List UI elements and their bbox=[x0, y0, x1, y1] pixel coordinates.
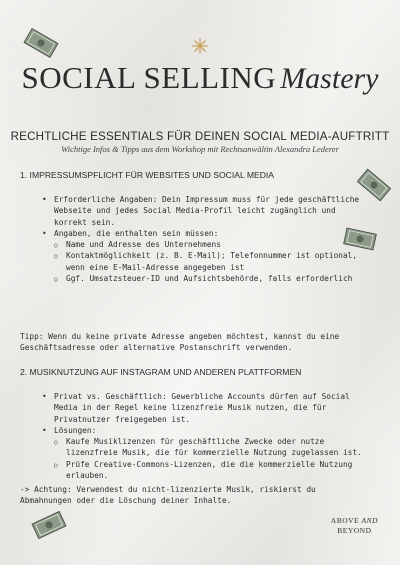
page-title bbox=[0, 60, 400, 96]
tip-text: Tipp: Wenn du keine private Adresse angeben möchtest, kannst du eine Geschäftsadresse oder alternative Postanschrift verwenden. bbox=[20, 332, 340, 353]
list-item-label: Lösungen: bbox=[54, 425, 97, 435]
title-script: Mastery bbox=[280, 62, 379, 95]
sub-list bbox=[54, 239, 372, 284]
list-item bbox=[42, 425, 372, 481]
money-bill-icon bbox=[28, 508, 70, 542]
list-item-label: Angaben, die enthalten sein müssen: bbox=[54, 228, 219, 238]
warning-text: -> Achtung: Verwendest du nicht-lizenzierte Musik, riskierst du Abmahnungen oder die Löschung deiner Inhalte. bbox=[20, 485, 316, 506]
section1-list bbox=[42, 194, 372, 284]
star-icon bbox=[192, 38, 208, 54]
sub-list-item: ○ Kontaktmöglichkeit (z. B. E-Mail); Telefonnummer ist optional, wenn eine E-Mail-Adresse angegeben ist bbox=[54, 250, 372, 273]
sub-list-item: ○ Kaufe Musiklizenzen für geschäftliche Zwecke oder nutze lizenzfreie Musik, die für kommerzielle Nutzung zugelassen ist. bbox=[54, 436, 372, 459]
section2-list bbox=[42, 391, 372, 481]
logo-word: AND bbox=[361, 516, 378, 525]
sub-list bbox=[54, 436, 372, 481]
byline: Wichtige Infos & Tipps aus dem Workshop mit Rechtsanwältin Alexandra Lederer bbox=[61, 144, 339, 154]
money-bill-icon bbox=[22, 28, 60, 58]
list-item bbox=[42, 228, 372, 284]
title-main: SOCIAL SELLING bbox=[21, 60, 277, 95]
list-item: • Privat vs. Geschäftlich: Gewerbliche Accounts dürfen auf Social Media in der Regel keine lizenzfreie Musik nutzen, die für Privatnutzer freigegeben ist. bbox=[42, 391, 372, 425]
sub-list-item: ○ Prüfe Creative-Commons-Lizenzen, die die kommerzielle Nutzung erlauben. bbox=[54, 459, 372, 482]
list-item: • Erforderliche Angaben: Dein Impressum muss für jede geschäftliche Webseite und jedes Social Media-Profil leicht zugänglich und korrekt sein. bbox=[42, 194, 372, 228]
sub-list-item: ○ Ggf. Umsatzsteuer-ID und Aufsichtsbehörde, falls erforderlich bbox=[54, 273, 372, 284]
brand-logo bbox=[331, 516, 378, 536]
logo-word: BEYOND bbox=[337, 526, 372, 535]
section2-heading: 2. MUSIKNUTZUNG AUF INSTAGRAM UND ANDEREN PLATTFORMEN bbox=[20, 367, 302, 377]
sub-list-item: ○ Name und Adresse des Unternehmens bbox=[54, 239, 372, 250]
logo-word: ABOVE bbox=[330, 516, 360, 525]
section1-heading: 1. IMPRESSUMSPFLICHT FÜR WEBSITES UND SOCIAL MEDIA bbox=[20, 170, 275, 180]
subtitle: RECHTLICHE ESSENTIALS FÜR DEINEN SOCIAL MEDIA-AUFTRITT bbox=[10, 130, 390, 143]
